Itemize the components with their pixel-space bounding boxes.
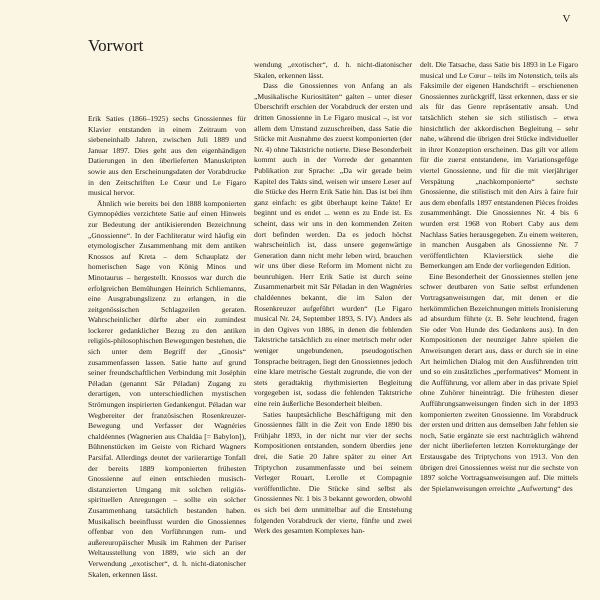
text-column-3	[420, 60, 578, 594]
text-column-2	[254, 60, 412, 594]
paragraph: Eine Besonderheit der Gnossiennes stellen jene schwer deutbaren von Satie selbst erfundenen Vortragsanweisungen dar, mit denen er die herkömmlichen Bezeichnungen mittels Ironisierung ad absurdum führte (z. B. Sehr leuchtend, fragen Sie oder Von Hunde des Gedankens aus). In den Kompositionen der neunziger Jahre spielen die Anweisungen derart aus, dass er durch sie in eine Art heimlichen Dialog mit den Ausführenden tritt und so ein zusätzliches „performatives“ Moment in die Aufführung, vor allem aber in das private Spiel ohne Zuhörer hineinträgt. Die frühesten dieser Aufführungsanweisungen finden sich in der 1893 komponierten zweiten Gnossienne. Im Vorabdruck der ersten und dritten aus demselben Jahr fehlen sie noch, Satie ergänzte sie erst nachträglich während der nicht überlieferten letzten Korrekturgänge der Erstausgabe des Triptychons von 1913. Von den übrigen drei Gnossiennes weist nur die sechste von 1897 solche Vortragsanweisungen auf. Die mittels der Spielanweisungen erreichte „Aufwertung“ des	[420, 271, 578, 493]
paragraph: Ähnlich wie bereits bei den 1888 komponierten Gymnopédies verzichtete Satie auf einen Hinweis zur Bedeutung der antikisierenden Bezeichnung „Gnossienne“. In der Fachliteratur wird häufig ein etymologischer Zusammenhang mit dem antiken Knossos auf Kreta – dem Schauplatz der homerischen Sage von König Minos und Minotaurus – hergestellt. Knossos war durch die erfolgreichen Bemühungen Heinrich Schliemanns, eine Ausgrabungslizenz zu erlangen, in die zeitgenössischen Schlagzeilen geraten. Wahrscheinlicher dürfte aber ein zumindest lockerer gedanklicher Bezug zu den antiken religiös-philosophischen Bewegungen bestehen, die sich unter dem Begriff der „Gnosis“ zusammenfassen lassen. Satie hatte auf grund seiner freundschaftlichen Verbindung mit Joséphin Péladan (genannt Sâr Péladan) Zugang zu derartigen, von unterschiedlichen mystischen Strömungen inspirierten Gedankengut. Péladan war Wegbereiter der französischen Rosenkreuzer-Bewegung und Verfasser der Wagnéries chaldéennes (Wagnerien aus Chaldäa [= Babylon]), Bühnenstücken im Geiste von Richard Wagners Parsifal. Allerdings deutet der variierartige Tonfall der bereits 1889 komponierten frühesten Gnossienne auf einen entschieden musisch-distanzierten Umgang mit solchen religiös-spirituellen Anregungen – sollte ein solcher Zusammenhang tatsächlich bestanden haben. Musikalisch beeinflusst wurden die Gnossiennes offenbar von den Vorführungen rum- und außereuropäischer Musik im Rahmen der Pariser Weltausstellung von 1889, wie sich an der Verwendung „exotischer“, d. h. nicht-diatonischer Skalen, erkennen lässt.	[88, 198, 246, 579]
paragraph: delt. Die Tatsache, dass Satie bis 1893 in Le Figaro musical und Le Cœur – teils im Notenstich, teils als Faksimile der eigenen Handschrift – erschienenen Gnossiennes zurückgriff, lässt erkennen, dass er sie als für das Genre repräsentativ ansah. Und tatsächlich stehen sie sich stilistisch – etwa hinsichtlich der akkordischen Begleitung – sehr nahe, während die übrigen drei Stücke individueller in ihrer Konzeption erscheinen. Das gilt vor allem für die zuerst entstandene, im Variationsgefüge viertel Gnossienne, und für die mit vierjähriger Verspätung „nachkomponierte“ sechste Gnossienne, die stilistisch mit den Airs à faire fuir aus dem ebenfalls 1897 entstandenen Pièces froides zusammenhängt. Die Gnossiennes Nr. 4 bis 6 wurden erst 1968 von Robert Caby aus dem Nachlass Saties herausgegeben. Zu einem weiteren, in manchen Ausgaben als Gnossienne Nr. 7 veröffentlichten Klavierstück siehe die Bemerkungen am Ende der vorliegenden Edition.	[420, 60, 578, 271]
paragraph: Erik Saties (1866–1925) sechs Gnossiennes für Klavier entstanden in einem Zeitraum von siebeneinhalb Jahren, zwischen Juli 1889 und Januar 1897. Dies geht aus den eigenhändigen Datierungen in den überlieferten Manuskripten sowie aus den Erscheinungsdaten der Vorabdrucke in den Zeitschriften Le Cœur und Le Figaro musical hervor.	[88, 114, 246, 198]
paragraph: Dass die Gnossiennes von Anfang an als „Musikalische Kuriositäten“ galten – unter dieser Überschrift erschien der Vorabdruck der ersten und dritten Gnossienne in Le Figaro musical –, ist vor allem dem Umstand zuzuschreiben, dass Satie die Stücke mit Ausnahme des zuerst komponierten (der Nr. 4) ohne Taktstriche notierte. Diese Besonderheit kommt auch in der Vorrede der genannten Publikation zur Sprache: „Da wir gerade beim Kapitel des Takts sind, weisen wir unsere Leser auf die Stücke des Herrn Erik Satie hin. Das ist bei ihm ganz einfach: es gibt überhaupt keine Takte! Er beginnt und es endet ... wenn es zu Ende ist. Es scheint, dass wir uns in den kommenden Zeiten dort befinden werden. Da es jedoch höchst wahrscheinlich ist, dass unsere gegenwärtige Generation dann nicht mehr leben wird, brauchen wir uns über diese Reform im Moment nicht zu beunruhigen. Herr Erik Satie ist durch seine Zusammenarbeit mit Sâr Péladan in den Wagnéries chaldéennes bekannt, die im Salon der Rosenkreuzer aufgeführt wurden“ (Le Figaro musical Nr. 24, September 1893, S. IV). Anders als in den Ogives von 1886, in denen die fehlenden Taktstriche tatsächlich zu einer metrisch mehr oder weniger ungebundenen, pseudogotischen Tonsprache beitragen, liegt den Gnossiennes jedoch eine klare metrische Gestalt zugrunde, die von der stets geradtaktig rhythmisierten Begleitung vorgegeben ist, sodass die fehlenden Taktstriche eine rein äußerliche Besonderheit bleiben.	[254, 81, 412, 408]
paragraph: Saties hauptsächliche Beschäftigung mit den Gnossiennes fällt in die Zeit von Ende 1890 bis Frühjahr 1893, in der nicht nur vier der sechs Kompositionen entstanden, sondern überdies jene drei, die Satie 20 Jahre später zu einer Art Triptychon zusammenfasste und bei seinem Verleger Rouart, Lerolle et Compagnie veröffentlichte. Die Stücke sind selbst als Gnossiennes Nr. 1 bis 3 bekannt geworden, obwohl es sich bei dem unmittelbar auf die Entstehung folgenden Vorabdruck der vierte, fünfte und zwei Werk des gesamten Komplexes han-	[254, 409, 412, 536]
page-number: V	[562, 13, 571, 25]
page-title: Vorwort	[88, 36, 144, 55]
text-columns	[88, 60, 580, 594]
paragraph: wendung „exotischer“, d. h. nicht-diatonischer Skalen, erkennen lässt.	[254, 60, 412, 80]
text-column-1	[88, 60, 246, 594]
